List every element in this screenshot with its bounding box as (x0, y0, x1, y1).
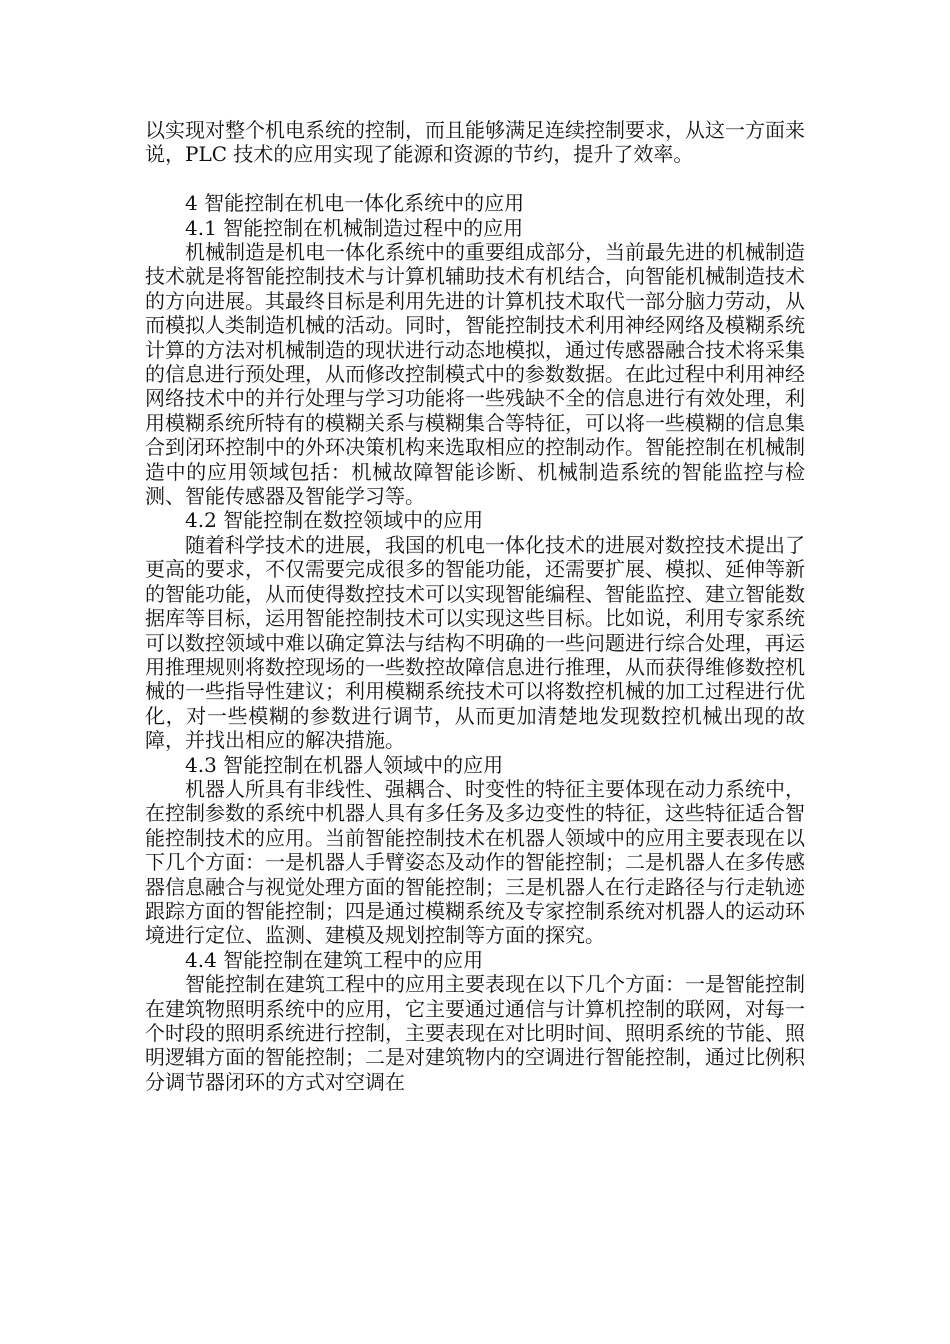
document-page (145, 118, 805, 1094)
subsection-heading-4-4: 4.4 智能控制在建筑工程中的应用 (185, 947, 484, 972)
subsection-paragraph-4-4: 智能控制在建筑工程中的应用主要表现在以下几个方面：一是智能控制在建筑物照明系统中的应用，它主要通过通信与计算机控制的联网，对每一个时段的照明系统进行控制，主要表现在对比明时间、照明系统的节能、照明逻辑方面的智能控制；二是对建筑物内的空调进行智能控制，通过比例积分调节器闭环的方式对空调在 (145, 972, 805, 1094)
intro-paragraph: 以实现对整个机电系统的控制，而且能够满足连续控制要求，从这一方面来说，PLC 技术的应用实现了能源和资源的节约，提升了效率。 (145, 118, 805, 167)
subsection-heading-4-2: 4.2 智能控制在数控领域中的应用 (185, 508, 484, 533)
paragraph-gap (145, 167, 805, 191)
section-heading: 4 智能控制在机电一体化系统中的应用 (185, 191, 525, 216)
subsection-heading-4-1: 4.1 智能控制在机械制造过程中的应用 (185, 215, 524, 240)
subsection-paragraph-4-1: 机械制造是机电一体化系统中的重要组成部分，当前最先进的机械制造技术就是将智能控制技术与计算机辅助技术有机结合，向智能机械制造技术的方向进展。其最终目标是利用先进的计算机技术取代一部分脑力劳动，从而模拟人类制造机械的活动。同时，智能控制技术利用神经网络及模糊系统计算的方法对机械制造的现状进行动态地模拟，通过传感器融合技术将采集的信息进行预处理，从而修改控制模式中的参数数据。在此过程中利用神经网络技术中的并行处理与学习功能将一些残缺不全的信息进行有效处理，利用模糊系统所特有的模糊关系与模糊集合等特征，可以将一些模糊的信息集合到闭环控制中的外环决策机构来选取相应的控制动作。智能控制在机械制造中的应用领域包括：机械故障智能诊断、机械制造系统的智能监控与检测、智能传感器及智能学习等。 (145, 240, 805, 509)
subsection-paragraph-4-3: 机器人所具有非线性、强耦合、时变性的特征主要体现在动力系统中，在控制参数的系统中机器人具有多任务及多边变性的特征，这些特征适合智能控制技术的应用。当前智能控制技术在机器人领域中的应用主要表现在以下几个方面：一是机器人手臂姿态及动作的智能控制；二是机器人在多传感器信息融合与视觉处理方面的智能控制；三是机器人在行走路径与行走轨迹跟踪方面的智能控制；四是通过模糊系统及专家控制系统对机器人的运动环境进行定位、监测、建模及规划控制等方面的探究。 (145, 776, 805, 948)
subsection-paragraph-4-2: 随着科学技术的进展，我国的机电一体化技术的进展对数控技术提出了更高的要求，不仅需要完成很多的智能功能，还需要扩展、模拟、延伸等新的智能功能，从而使得数控技术可以实现智能编程、智能监控、建立智能数据库等目标，运用智能控制技术可以实现这些目标。比如说，利用专家系统可以数控领域中难以确定算法与结构不明确的一些问题进行综合处理，再运用推理规则将数控现场的一些数控故障信息进行推理，从而获得维修数控机械的一些指导性建议；利用模糊系统技术可以将数控机械的加工过程进行优化，对一些模糊的参数进行调节，从而更加清楚地发现数控机械出现的故障，并找出相应的解决措施。 (145, 532, 805, 753)
subsection-heading-4-3: 4.3 智能控制在机器人领域中的应用 (185, 752, 504, 777)
